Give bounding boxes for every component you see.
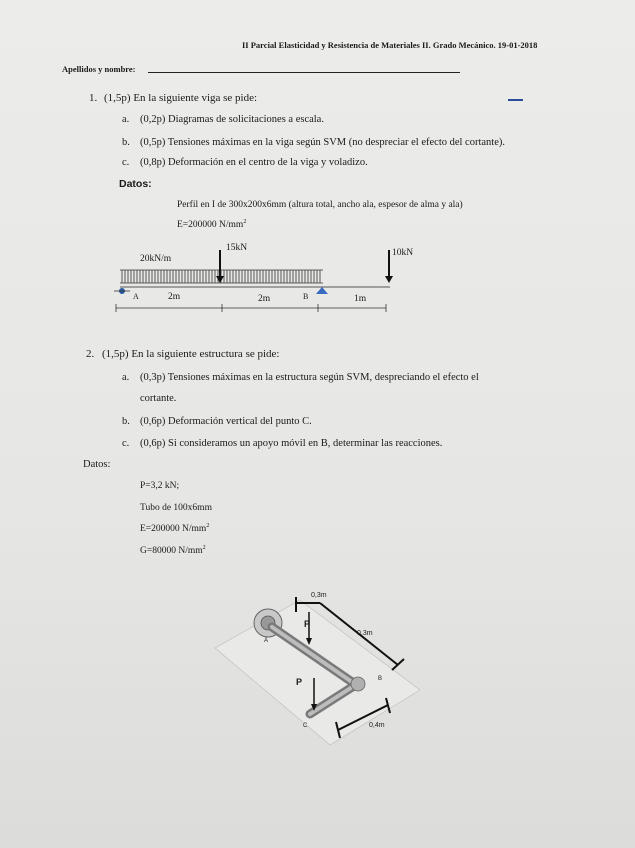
- q1-item-b: (0,5p) Tensiones máximas en la viga según SVM (no despreciar el efecto del cortante).: [140, 137, 505, 148]
- q2-item-b-letter: b.: [122, 416, 130, 427]
- point-c-label: C: [303, 723, 308, 729]
- q2-item-c-letter: c.: [122, 438, 130, 449]
- q2-e-text: E=200000 N/mm: [140, 524, 207, 535]
- q1-item-c-letter: c.: [122, 157, 130, 168]
- q2-item-c: (0,6p) Si consideramos un apoyo móvil en B, determinar las reacciones.: [140, 438, 443, 449]
- dim-bottom-label: 0,4m: [369, 722, 385, 729]
- q1-e-exp: 2: [243, 219, 247, 225]
- q2-g-exp: 2: [202, 545, 206, 551]
- beam-load-15kn-label: 15kN: [226, 243, 248, 253]
- q2-item-a: (0,3p) Tensiones máximas en la estructura según SVM, despreciando el efecto el: [140, 372, 479, 383]
- beam-span-1-label: 2m: [168, 292, 181, 302]
- load-p1-label: P: [304, 619, 311, 629]
- q2-p-value: P=3,2 kN;: [140, 481, 180, 491]
- q1-intro: (1,5p) En la siguiente viga se pide:: [104, 92, 258, 104]
- beam-load-10kn-label: 10kN: [392, 248, 414, 258]
- q2-data-label: Datos:: [83, 459, 111, 470]
- q2-intro: (1,5p) En la siguiente estructura se pide:: [102, 348, 280, 360]
- q1-data-label: Datos:: [119, 178, 152, 190]
- beam-span-2-label: 2m: [258, 294, 271, 304]
- load-p2-label: P: [296, 677, 303, 687]
- beam-span-3-label: 1m: [354, 294, 367, 304]
- point-b-label: B: [378, 676, 383, 682]
- q1-e-text: E=200000 N/mm: [177, 220, 244, 231]
- q2-g-text: G=80000 N/mm: [140, 546, 203, 557]
- beam-support-b-label: B: [303, 292, 309, 301]
- q1-profile: Perfil en I de 300x200x6mm (altura total, ancho ala, espesor de alma y ala): [177, 200, 463, 210]
- dim-mid-label: 0,3m: [357, 630, 373, 637]
- q1-item-a-letter: a.: [122, 114, 130, 125]
- name-label: Apellidos y nombre:: [62, 64, 136, 74]
- q2-item-a-letter: a.: [122, 372, 130, 383]
- beam-dist-load-label: 20kN/m: [140, 254, 172, 264]
- q1-number: 1.: [89, 92, 98, 104]
- q2-tube: Tubo de 100x6mm: [140, 503, 212, 513]
- elbow-b-icon: [351, 677, 365, 691]
- exam-title: II Parcial Elasticidad y Resistencia de Materiales II. Grado Mecánico. 19-01-2018: [242, 40, 538, 50]
- beam-support-a-label: A: [133, 292, 139, 301]
- ground-plane: [215, 600, 420, 745]
- point-a-label: A: [264, 638, 269, 644]
- q1-item-c: (0,8p) Deformación en el centro de la viga y voladizo.: [140, 157, 368, 168]
- q1-item-a: (0,2p) Diagramas de solicitaciones a escala.: [140, 114, 324, 125]
- q2-item-a-cont: cortante.: [140, 393, 177, 404]
- q1-item-b-letter: b.: [122, 137, 130, 148]
- dim-top-label: 0,3m: [311, 592, 327, 599]
- q2-e-exp: 2: [206, 523, 210, 529]
- q2-number: 2.: [86, 348, 95, 360]
- q2-item-b: (0,6p) Deformación vertical del punto C.: [140, 416, 312, 427]
